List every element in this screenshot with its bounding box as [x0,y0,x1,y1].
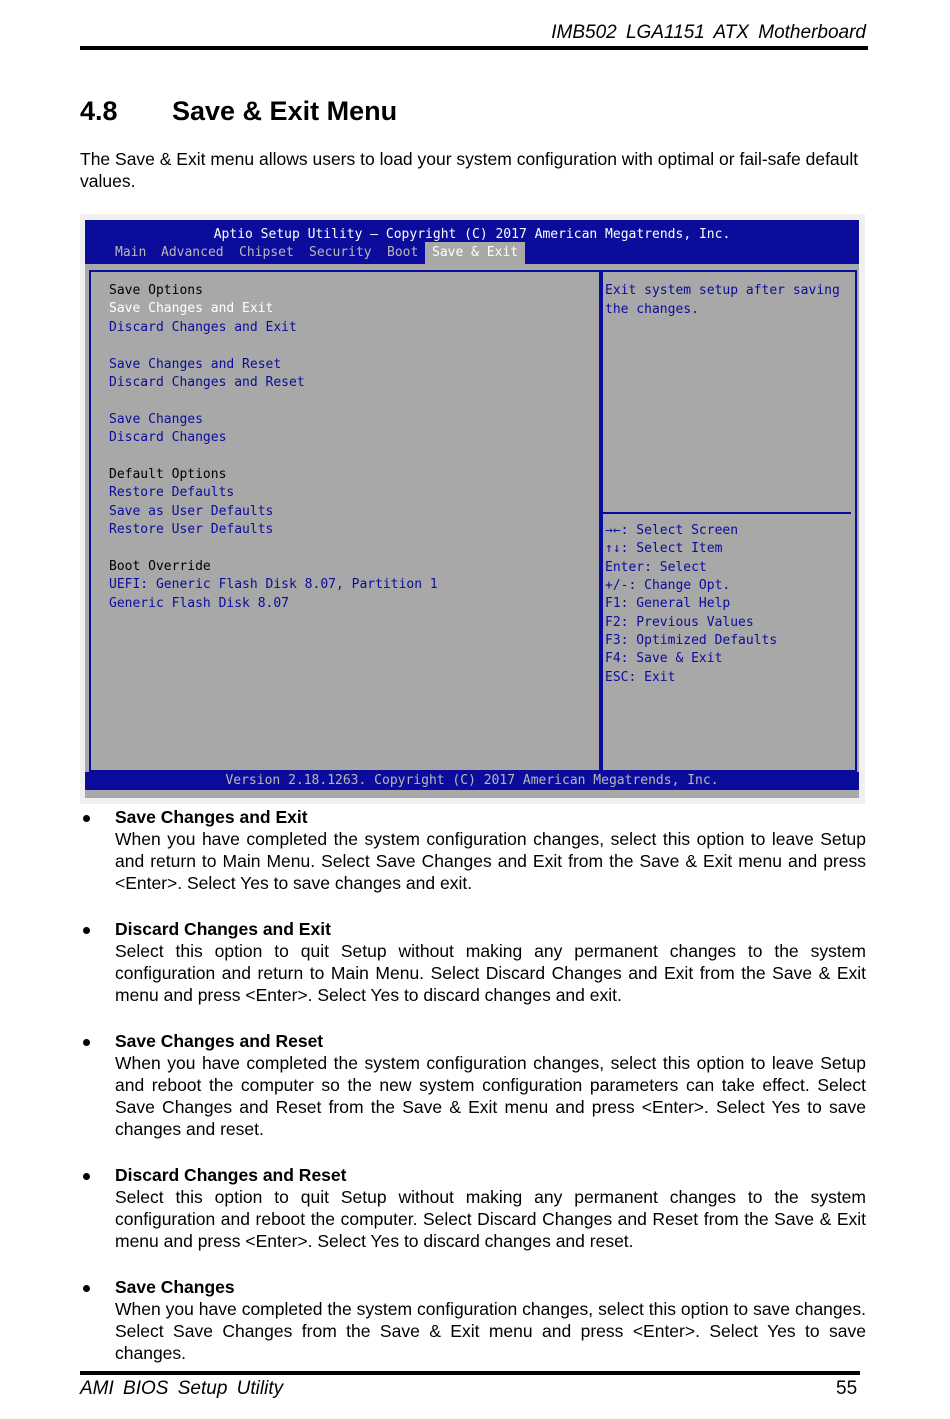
item-description: Select this option to quit Setup without making any permanent changes to the system configuration and return to Main Menu. Select Discard Changes and Exit from the Save & Exit menu and press <Enter>. Select Yes to discard changes and exit. [115,941,866,1005]
tab-advanced[interactable]: Advanced [161,245,224,260]
list-item [80,1276,866,1364]
tab-security[interactable]: Security [309,245,372,260]
list-item [80,1164,866,1252]
key-hint-esc: ESC: Exit [605,670,676,685]
menu-item-discard-changes-and-exit[interactable]: Discard Changes and Exit [109,320,297,335]
item-description: When you have completed the system configuration changes, select this option to leave Setup and return to Main Menu. Select Save Changes and Exit from the Save & Exit menu and press <Enter>. Select Yes to save changes and exit. [115,829,866,893]
bios-help-panel [599,270,857,772]
tab-main[interactable]: Main [115,245,147,260]
bullet-icon [83,1173,90,1180]
item-title: Save Changes and Reset [115,1031,324,1051]
menu-item-save-changes[interactable]: Save Changes [109,412,203,427]
tab-boot[interactable]: Boot [387,245,419,260]
item-description: When you have completed the system configuration changes, select this option to leave Setup and reboot the computer so the new system configuration parameters can take effect. Select Save Changes and Reset from the Save & Exit menu and press <Enter>. Select Yes to save changes and reset. [115,1053,866,1139]
menu-item-restore-user-defaults[interactable]: Restore User Defaults [109,522,274,537]
menu-item-save-as-user-defaults[interactable]: Save as User Defaults [109,504,274,519]
bios-version-bar: Version 2.18.1263. Copyright (C) 2017 American Megatrends, Inc. [85,772,859,790]
intro-paragraph: The Save & Exit menu allows users to load your system configuration with optimal or fail-safe default values. [80,149,859,191]
key-hint-f4: F4: Save & Exit [605,651,723,666]
menu-item-boot-flash-disk[interactable]: Generic Flash Disk 8.07 [109,596,290,611]
menu-header-boot-override: Boot Override [109,559,211,574]
key-hint-select-screen: →←: Select Screen [605,523,739,538]
tab-save-exit[interactable]: Save & Exit [425,242,525,264]
bullet-icon [83,927,90,934]
key-hint-f2: F2: Previous Values [605,615,754,630]
bios-title-bar: Aptio Setup Utility – Copyright (C) 2017 American Megatrends, Inc. [85,220,859,242]
item-title: Save Changes [115,1277,235,1297]
item-description: Select this option to quit Setup without making any permanent changes to the system configuration and reboot the computer. Select Discard Changes and Reset from the Save & Exit menu and press <Enter>. Select Yes to discard changes and reset. [115,1187,866,1251]
list-item [80,918,866,1006]
menu-header-save-options: Save Options [109,283,203,298]
bullet-icon [83,1039,90,1046]
section-title: Save & Exit Menu [172,96,398,126]
menu-item-discard-changes[interactable]: Discard Changes [109,430,227,445]
key-hint-f3: F3: Optimized Defaults [605,633,778,648]
header-rule [80,46,868,50]
menu-item-save-changes-and-reset[interactable]: Save Changes and Reset [109,357,282,372]
tab-chipset[interactable]: Chipset [239,245,294,260]
menu-item-boot-uefi-flash-disk[interactable]: UEFI: Generic Flash Disk 8.07, Partition 1 [109,577,438,592]
bullet-icon [83,1285,90,1292]
item-title: Discard Changes and Exit [115,919,331,939]
item-title: Save Changes and Exit [115,807,308,827]
bios-screenshot [80,214,865,804]
list-item [80,1030,866,1140]
bios-screen [85,220,859,798]
option-description-list [80,806,866,1388]
menu-item-save-changes-and-exit[interactable]: Save Changes and Exit [109,301,274,316]
key-hint-enter: Enter: Select [605,560,707,575]
footer-rule [80,1371,860,1375]
section-number: 4.8 [80,96,118,126]
item-description: When you have completed the system configuration changes, select this option to save changes. Select Save Changes from the Save & Exit menu and press <Enter>. Select Yes to save changes. [115,1299,866,1363]
running-header: IMB502 LGA1151 ATX Motherboard [551,22,866,43]
item-title: Discard Changes and Reset [115,1165,347,1185]
bullet-icon [83,815,90,822]
help-text: Exit system setup after saving the changes. [605,283,840,317]
key-hint-change-opt: +/-: Change Opt. [605,578,731,593]
section-heading [80,96,397,127]
bios-tab-bar [85,242,859,264]
help-divider [603,512,851,514]
menu-header-default-options: Default Options [109,467,227,482]
menu-item-restore-defaults[interactable]: Restore Defaults [109,485,235,500]
page-number: 55 [836,1378,858,1399]
list-item [80,806,866,894]
footer-title: AMI BIOS Setup Utility [80,1378,284,1399]
bios-menu-panel [89,270,603,772]
menu-item-discard-changes-and-reset[interactable]: Discard Changes and Reset [109,375,305,390]
key-hint-f1: F1: General Help [605,596,731,611]
key-hint-select-item: ↑↓: Select Item [605,541,723,556]
